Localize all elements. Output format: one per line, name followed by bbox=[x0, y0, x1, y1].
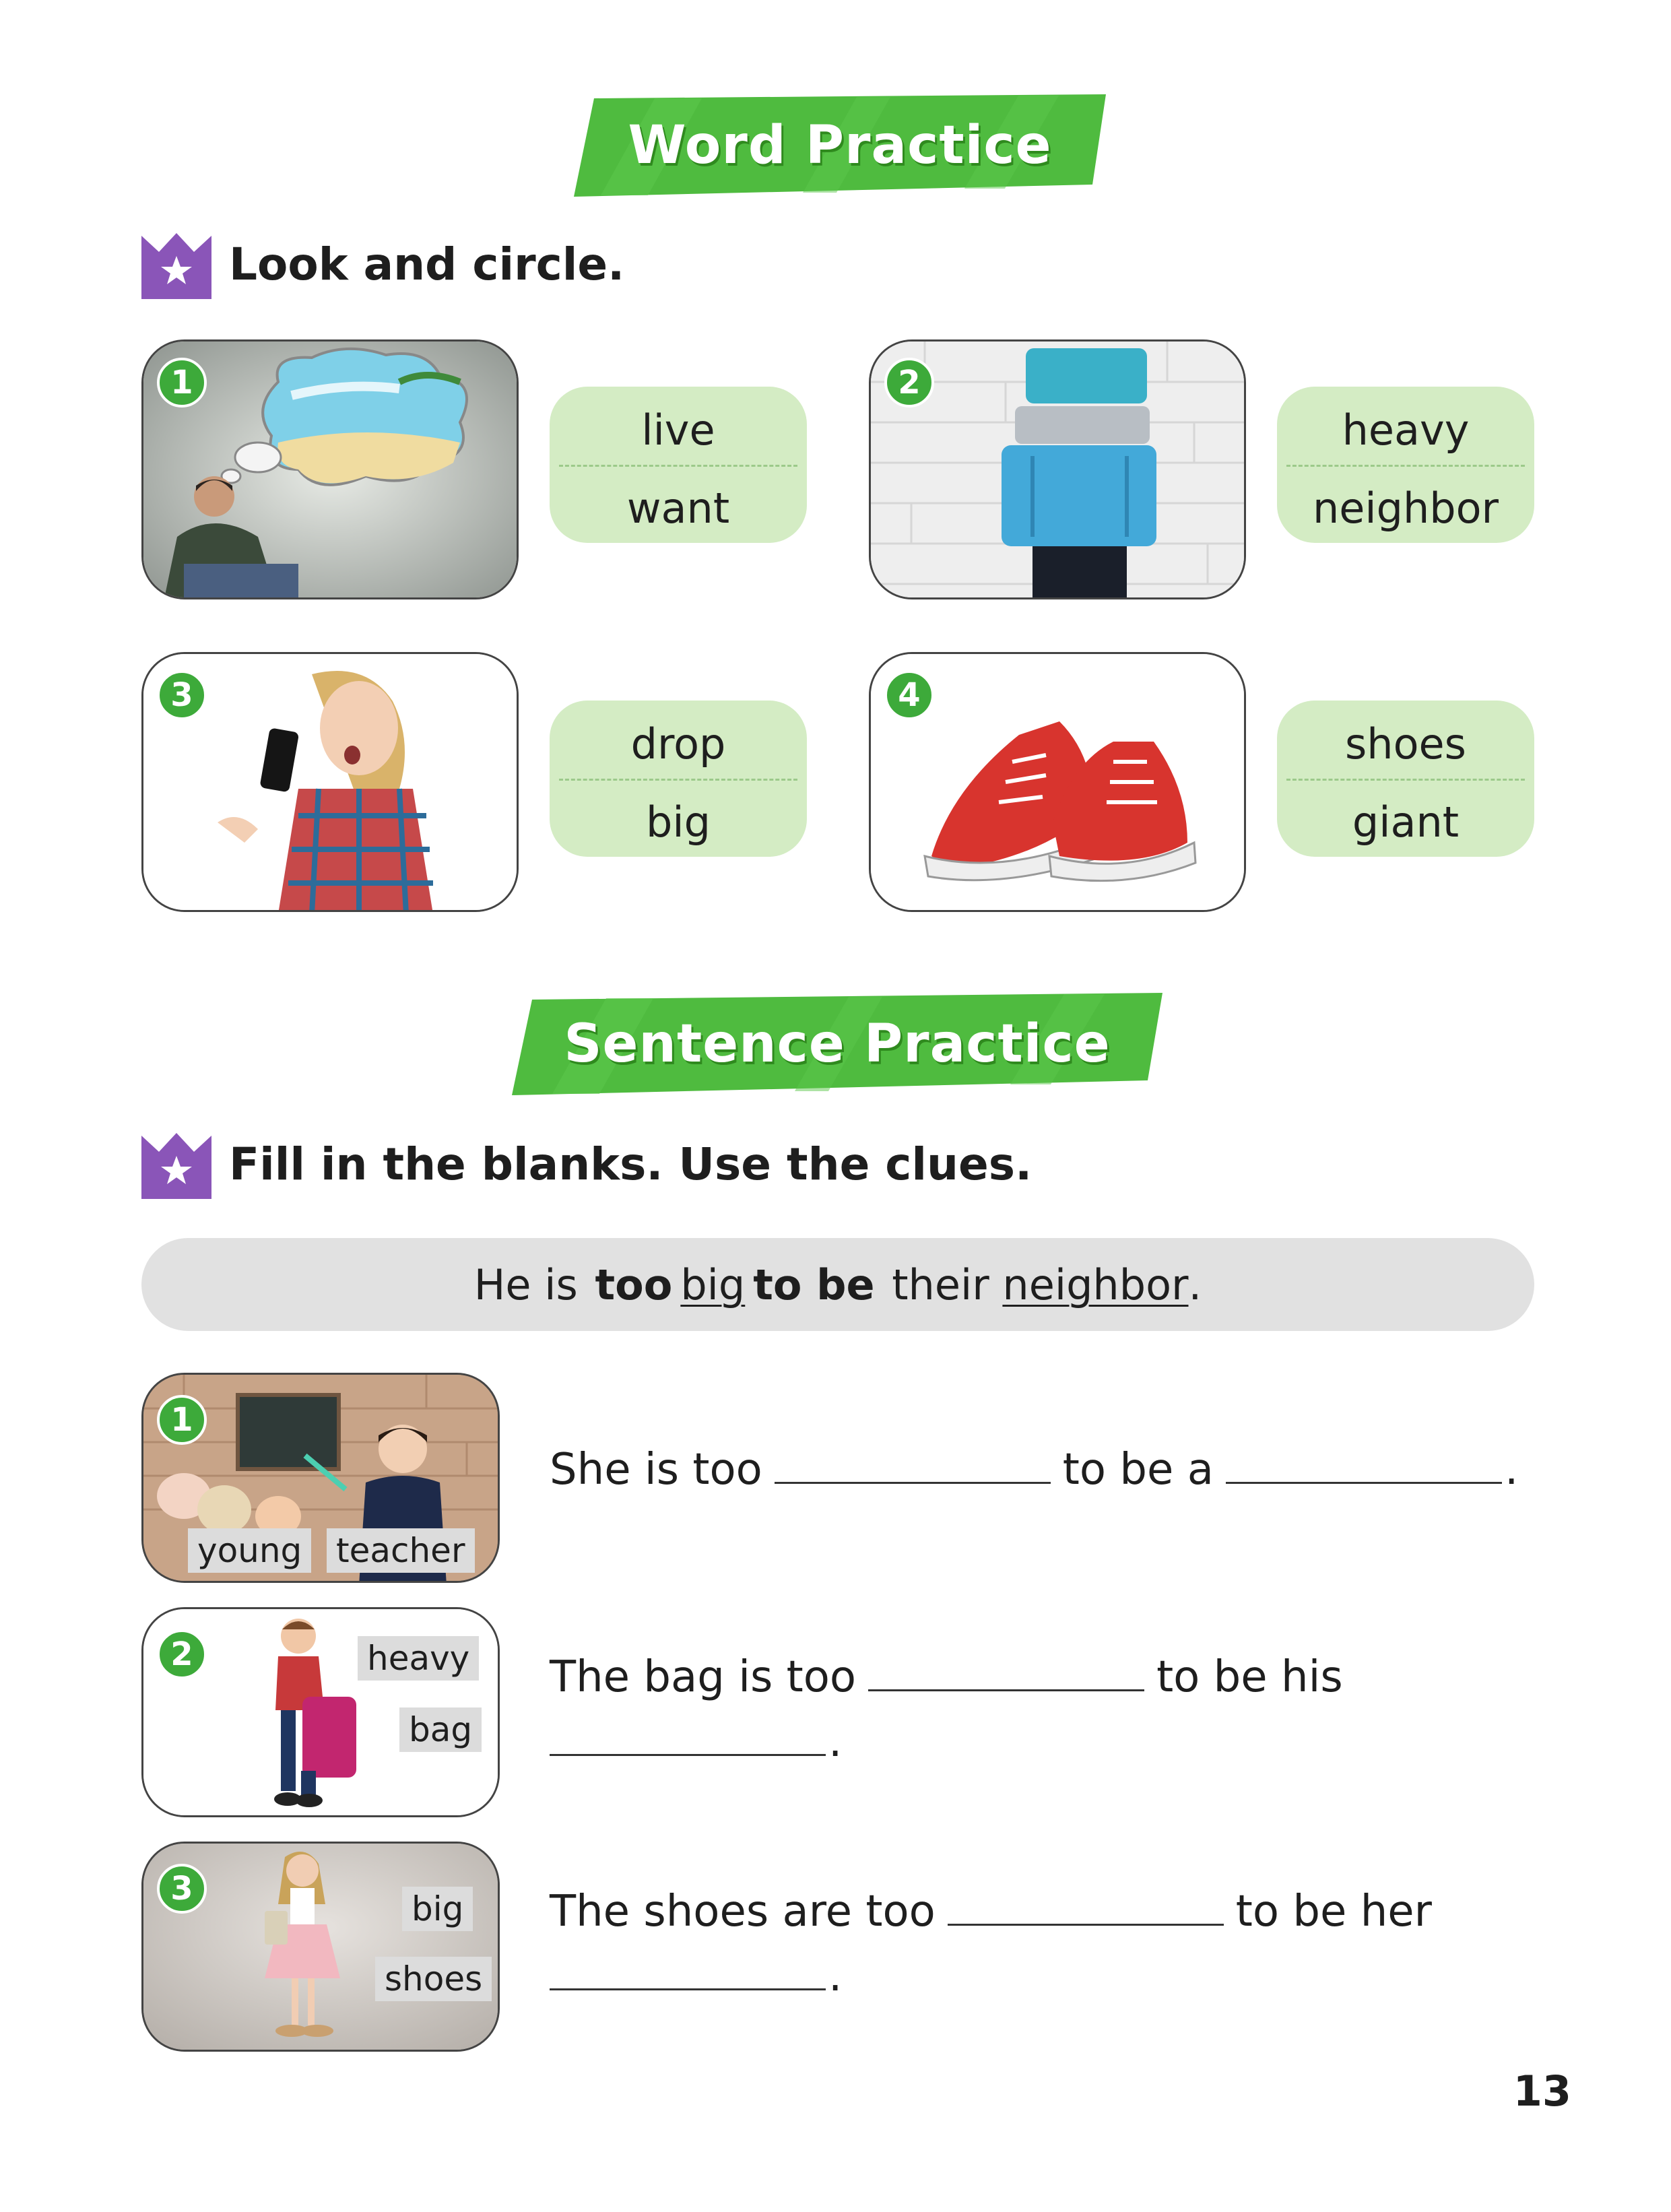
picture-card-2 bbox=[869, 339, 1246, 599]
choice-box-4 bbox=[1277, 701, 1534, 857]
sentence-card-2 bbox=[141, 1607, 500, 1817]
item-number-badge: 4 bbox=[884, 670, 934, 720]
sentence-period: . bbox=[828, 1951, 843, 2001]
picture-card-1 bbox=[141, 339, 519, 599]
clue-word: teacher bbox=[327, 1528, 475, 1573]
choice-word-drop[interactable]: drop bbox=[630, 719, 726, 769]
picture-card-3 bbox=[141, 652, 519, 912]
choice-word-giant[interactable]: giant bbox=[1352, 798, 1460, 847]
choice-box-2 bbox=[1277, 387, 1534, 543]
crown-star-icon bbox=[141, 229, 211, 299]
sentence-3 bbox=[550, 1883, 1432, 1937]
sentence-card-1 bbox=[141, 1373, 500, 1583]
example-sentence bbox=[141, 1238, 1534, 1331]
instruction-text: Look and circle. bbox=[229, 238, 625, 290]
sentence-2 bbox=[550, 1649, 1343, 1702]
item-number-badge: 3 bbox=[157, 1864, 207, 1914]
dashed-divider bbox=[559, 465, 797, 467]
answer-blank[interactable] bbox=[868, 1649, 1144, 1691]
clue-word: heavy bbox=[358, 1636, 479, 1681]
choice-word-shoes[interactable]: shoes bbox=[1345, 719, 1466, 769]
example-underlined-big: big bbox=[680, 1260, 746, 1309]
sentence-text: to be a bbox=[1062, 1445, 1214, 1495]
choice-box-3 bbox=[550, 701, 807, 857]
choice-word-live[interactable]: live bbox=[641, 405, 715, 455]
example-bold-to-be: to be bbox=[753, 1260, 875, 1309]
choice-word-heavy[interactable]: heavy bbox=[1342, 405, 1470, 455]
word-practice-instruction bbox=[141, 229, 624, 299]
example-text: He is bbox=[473, 1260, 591, 1309]
word-practice-title: Word Practice bbox=[628, 115, 1052, 176]
sentence-text: to be her bbox=[1235, 1887, 1432, 1937]
crown-star-icon bbox=[141, 1129, 211, 1199]
sentence-card-3 bbox=[141, 1842, 500, 2052]
sentence-text: to be his bbox=[1156, 1652, 1343, 1702]
answer-blank[interactable] bbox=[948, 1883, 1224, 1926]
item-number-badge: 2 bbox=[884, 358, 934, 408]
instruction-text: Fill in the blanks. Use the clues. bbox=[229, 1138, 1033, 1190]
sentence-text: The shoes are too bbox=[550, 1887, 936, 1937]
clue-word: shoes bbox=[375, 1957, 492, 2001]
item-number-badge: 2 bbox=[157, 1629, 207, 1679]
choice-word-neighbor[interactable]: neighbor bbox=[1312, 484, 1499, 533]
item-number-badge: 1 bbox=[157, 1395, 207, 1445]
choice-word-big[interactable]: big bbox=[646, 798, 711, 847]
clue-word: bag bbox=[399, 1707, 482, 1752]
sentence-period: . bbox=[1504, 1445, 1519, 1495]
sentence-text: The bag is too bbox=[550, 1652, 857, 1702]
clue-word: big bbox=[402, 1887, 473, 1931]
sentence-3-line2 bbox=[550, 1948, 842, 2001]
example-text: their bbox=[878, 1260, 1003, 1309]
word-practice-banner bbox=[574, 94, 1106, 197]
answer-blank[interactable] bbox=[775, 1441, 1051, 1484]
choice-box-1 bbox=[550, 387, 807, 543]
answer-blank[interactable] bbox=[550, 1714, 826, 1756]
sentence-practice-title: Sentence Practice bbox=[564, 1014, 1111, 1074]
picture-card-4 bbox=[869, 652, 1246, 912]
answer-blank[interactable] bbox=[1226, 1441, 1502, 1484]
sentence-1 bbox=[550, 1441, 1518, 1495]
dashed-divider bbox=[1286, 465, 1525, 467]
page-number: 13 bbox=[1513, 2067, 1571, 2116]
sentence-practice-banner bbox=[512, 993, 1162, 1095]
sentence-practice-instruction bbox=[141, 1129, 1032, 1199]
answer-blank[interactable] bbox=[550, 1948, 826, 1990]
sentence-text: She is too bbox=[550, 1445, 762, 1495]
example-bold-too: too bbox=[595, 1260, 673, 1309]
example-period: . bbox=[1188, 1260, 1202, 1309]
dashed-divider bbox=[1286, 779, 1525, 781]
example-underlined-neighbor: neighbor bbox=[1002, 1260, 1189, 1309]
item-number-badge: 1 bbox=[157, 358, 207, 408]
sentence-period: . bbox=[828, 1717, 843, 1767]
dashed-divider bbox=[559, 779, 797, 781]
choice-word-want[interactable]: want bbox=[626, 484, 730, 533]
sentence-2-line2 bbox=[550, 1714, 842, 1767]
item-number-badge: 3 bbox=[157, 670, 207, 720]
clue-word: young bbox=[188, 1528, 311, 1573]
